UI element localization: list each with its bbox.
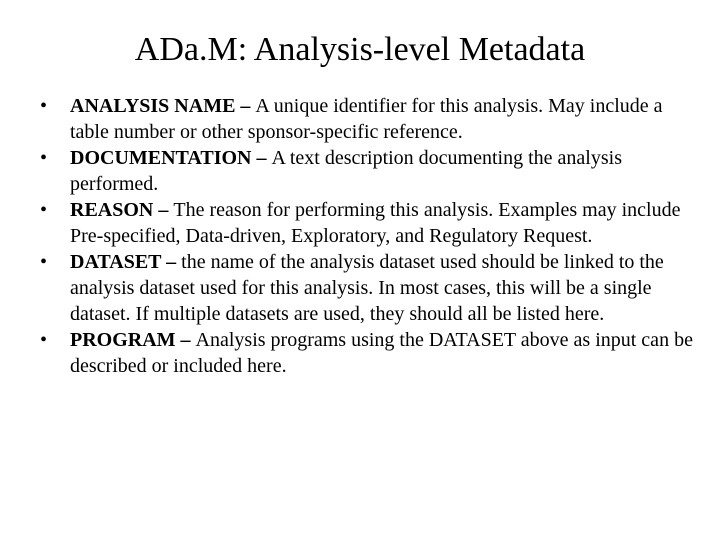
bullet-text: Analysis programs using the DATASET above as input can be described or included here. — [70, 329, 693, 377]
bullet-item-reason — [0, 197, 720, 249]
slide-title: ADa.M: Analysis-level Metadata — [134, 31, 586, 68]
bullet-term: DOCUMENTATION – — [70, 147, 272, 169]
bullet-list — [0, 93, 720, 379]
bullet-text: A text description documenting the analysis performed. — [70, 147, 622, 195]
bullet-item-program — [0, 327, 720, 379]
bullet-marker: • — [40, 199, 48, 221]
bullet-term: REASON – — [70, 199, 174, 221]
bullet-term: DATASET – — [70, 251, 182, 273]
bullet-text: the name of the analysis dataset used should be linked to the analysis dataset used for this analysis. In most cases, this will be a single dataset. If multiple datasets are used, they should all be listed here. — [70, 251, 664, 325]
bullet-marker: • — [40, 251, 48, 273]
bullet-term: PROGRAM – — [70, 329, 196, 351]
bullet-term: ANALYSIS NAME – — [70, 95, 256, 117]
bullet-marker: • — [40, 147, 48, 169]
bullet-marker: • — [40, 95, 48, 117]
bullet-marker: • — [40, 329, 48, 351]
bullet-text: The reason for performing this analysis. Examples may include Pre-specified, Data-driven, Exploratory, and Regulatory Request. — [70, 199, 681, 247]
bullet-item-dataset — [0, 249, 720, 327]
bullet-item-documentation — [0, 145, 720, 197]
bullet-item-analysis-name — [0, 93, 720, 145]
bullet-text: A unique identifier for this analysis. May include a table number or other sponsor-specific reference. — [70, 95, 663, 143]
